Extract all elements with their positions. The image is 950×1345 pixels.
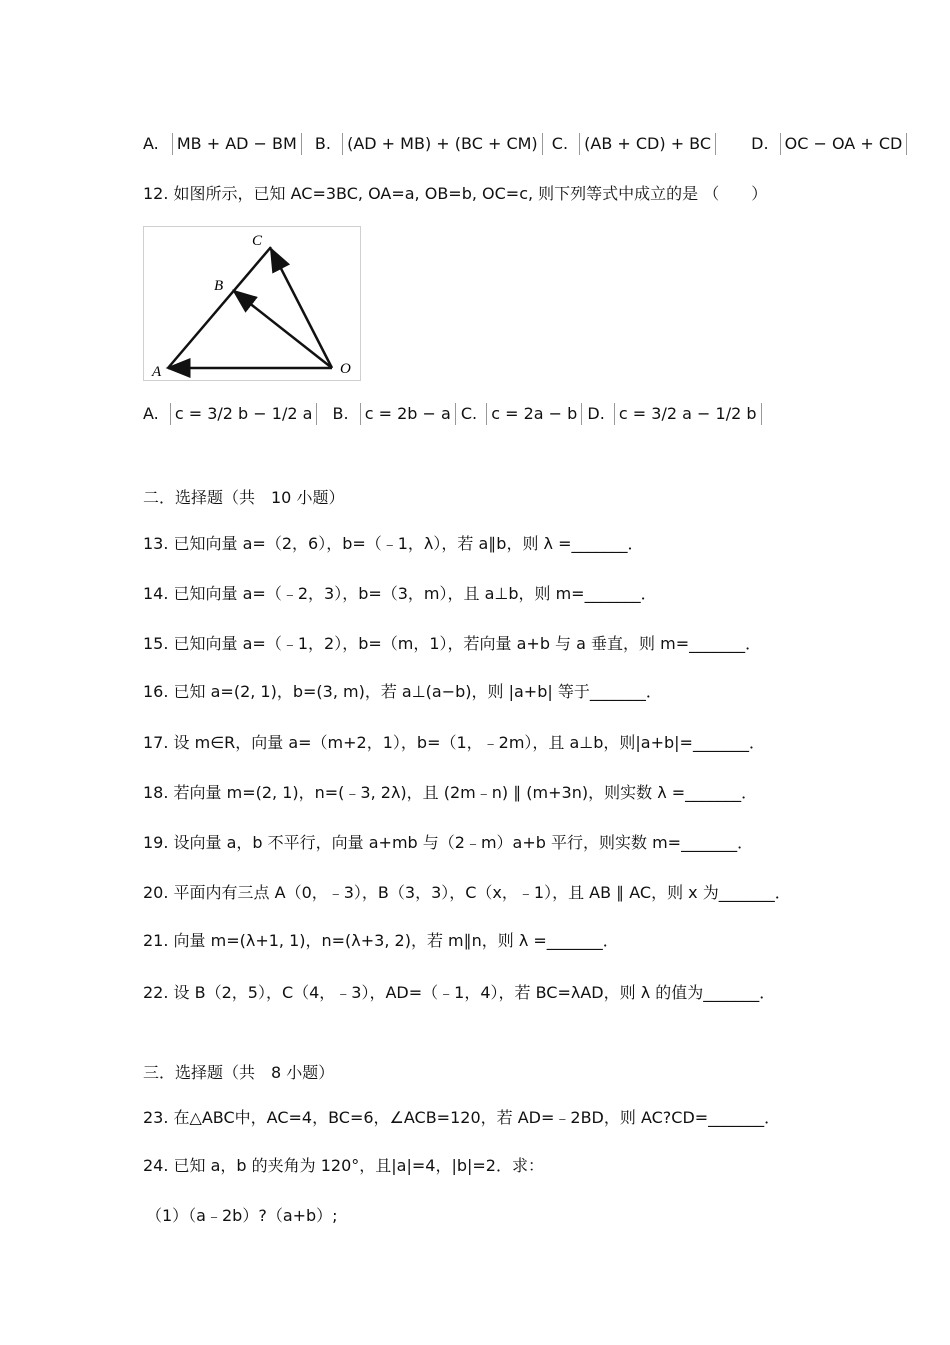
question-23: 23. 在△ABC中，AC=4，BC=6，∠ACB=120，若 AD=﹣2BD，则 AC?CD=_______． bbox=[143, 1108, 781, 1127]
label-c: C bbox=[252, 233, 263, 249]
label-o: O bbox=[340, 361, 351, 377]
question-22: 22. 设 B（2，5），C（4，﹣3），AD=（﹣1，4），若 BC=λAD，则 λ 的值为_______． bbox=[143, 983, 776, 1002]
section-3-heading: 三．选择题（共 8 小题） bbox=[143, 1063, 335, 1082]
q12-options bbox=[143, 403, 762, 425]
q12-option-b-label: B. bbox=[332, 404, 349, 423]
question-20: 20. 平面内有三点 A（0，﹣3），B（3，3），C（x，﹣1），且 AB ∥ AC，则 x 为_______． bbox=[143, 883, 791, 902]
label-a: A bbox=[152, 364, 162, 380]
q12-text: 12. 如图所示，已知 AC=3BC, OA=a, OB=b, OC=c, 则下列等式中成立的是 （ ） bbox=[143, 184, 768, 203]
label-b: B bbox=[214, 278, 224, 294]
question-16: 16. 已知 a=(2, 1)，b=(3, m)，若 a⊥(a−b)，则 |a+b| 等于_______． bbox=[143, 682, 662, 701]
vector-ob bbox=[234, 291, 332, 368]
triangle-figure bbox=[143, 226, 361, 381]
vector-oc bbox=[271, 249, 332, 368]
question-15: 15. 已知向量 a=（﹣1，2），b=（m，1），若向量 a+b 与 a 垂直，则 m=_______． bbox=[143, 634, 762, 653]
question-14: 14. 已知向量 a=（﹣2，3），b=（3，m），且 a⊥b，则 m=_______． bbox=[143, 584, 657, 603]
section-2-heading: 二．选择题（共 10 小题） bbox=[143, 488, 345, 507]
q11-options bbox=[143, 133, 907, 155]
question-21: 21. 向量 m=(λ+1, 1)，n=(λ+3, 2)，若 m∥n，则 λ =_______． bbox=[143, 931, 619, 950]
q12-option-d: c = 3/2 a − 1/2 b bbox=[614, 403, 762, 425]
question-24: 24. 已知 a，b 的夹角为 120°，且|a|=4，|b|=2．求： bbox=[143, 1156, 544, 1175]
question-18: 18. 若向量 m=(2, 1)，n=(﹣3, 2λ)，且 (2m﹣n) ∥ (m+3n)，则实数 λ =_______． bbox=[143, 783, 758, 802]
q12-option-d-label: D. bbox=[587, 404, 605, 423]
q12-option-a: c = 3/2 b − 1/2 a bbox=[170, 403, 318, 425]
q11-option-b-label: B. bbox=[314, 134, 331, 153]
question-19: 19. 设向量 a，b 不平行，向量 a+mb 与（2﹣m）a+b 平行，则实数 m=_______． bbox=[143, 833, 754, 852]
q12-option-a-label: A. bbox=[143, 404, 159, 423]
q11-option-a: MB + AD − BM bbox=[172, 133, 302, 155]
q11-option-b: (AD + MB) + (BC + CM) bbox=[342, 133, 543, 155]
q11-option-d: OC − OA + CD bbox=[780, 133, 908, 155]
q11-option-d-label: D. bbox=[751, 134, 769, 153]
q12-option-c-label: C. bbox=[460, 404, 478, 423]
question-24-part-1: （1）（a﹣2b）?（a+b）; bbox=[146, 1206, 338, 1225]
q12-option-c: c = 2a − b bbox=[486, 403, 582, 425]
q11-option-c: (AB + CD) + BC bbox=[579, 133, 716, 155]
triangle-diagram bbox=[144, 227, 360, 380]
q11-option-c-label: C. bbox=[551, 134, 569, 153]
q12-option-b: c = 2b − a bbox=[360, 403, 456, 425]
question-17: 17. 设 m∈R，向量 a=（m+2，1），b=（1，﹣2m），且 a⊥b，则|a+b|=_______． bbox=[143, 733, 765, 752]
question-13: 13. 已知向量 a=（2，6），b=（﹣1，λ），若 a∥b，则 λ =_______． bbox=[143, 534, 644, 553]
q11-option-a-label: A. bbox=[143, 134, 159, 153]
